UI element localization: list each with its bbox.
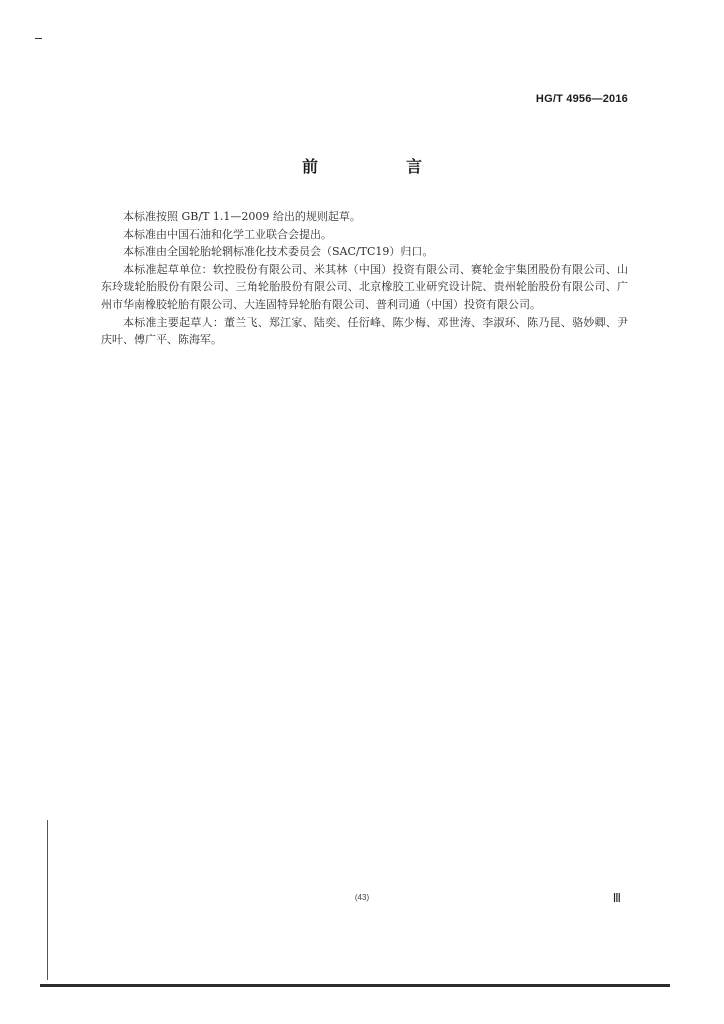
scan-mark (35, 38, 42, 39)
paragraph-technical-committee: 本标准由全国轮胎轮辋标准化技术委员会（SAC/TC19）归口。 (123, 245, 434, 259)
page-number: (43) (354, 893, 370, 902)
paragraph-drafting-rules: 本标准按照 GB/T 1.1—2009 给出的规则起草。 (123, 210, 361, 223)
foreword-body (101, 208, 628, 349)
paragraph-drafting-units: 本标准起草单位：软控股份有限公司、米其林（中国）投资有限公司、赛轮金宇集团股份有限公司、山东玲珑轮胎股份有限公司、三角轮胎股份有限公司、北京橡胶工业研究设计院、贵州轮胎股份有限公司、广州市华南橡胶轮胎有限公司、大连固特异轮胎有限公司、普利司通（中国）投资有限公司。 (101, 262, 628, 311)
standard-code: HG/T 4956—2016 (535, 93, 628, 105)
roman-page-number: Ⅲ (612, 891, 621, 905)
paragraph-proposer: 本标准由中国石油和化学工业联合会提出。 (123, 227, 332, 241)
paragraph-main-drafters: 本标准主要起草人：董兰飞、郑江家、陆奕、任衍峰、陈少梅、邓世涛、李淑环、陈乃昆、骆妙卿、尹庆叶、傅广平、陈海军。 (101, 315, 628, 347)
page-title: 前 言 (301, 157, 458, 176)
bottom-rule (40, 984, 670, 987)
